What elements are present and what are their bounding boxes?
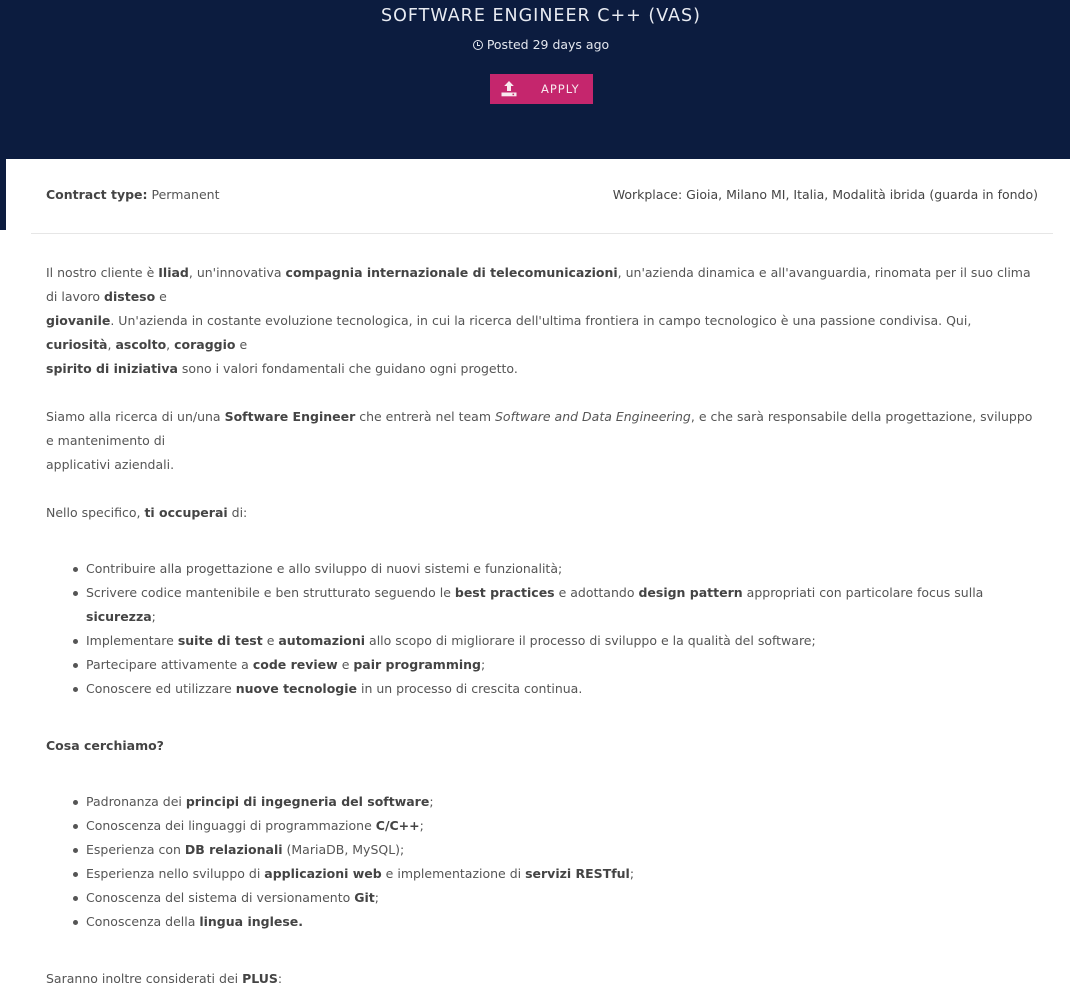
requirements-list — [46, 790, 1036, 934]
apply-button[interactable] — [490, 74, 593, 104]
list-item: Implementare suite di test e automazioni allo scopo di migliorare il processo di sviluppo e la qualità del software; — [46, 629, 1036, 653]
posted-date — [0, 37, 1082, 52]
list-item: Contribuire alla progettazione e allo sviluppo di nuovi sistemi e funzionalità; — [46, 557, 1036, 581]
intro-paragraph: Il nostro cliente è Iliad, un'innovativa compagnia internazionale di telecomunicazioni, un'azienda dinamica e all'avanguardia, rinomata per il suo clima di lavoro disteso e giovanile. Un'azienda in costante evoluzione tecnologica, in cui la ricerca dell'ultima frontiera in campo tecnologico è una passione condivisa. Qui, curiosità, ascolto, coraggio e spirito di iniziativa sono i valori fondamentali che guidano ogni progetto. — [46, 265, 1031, 376]
workplace: Workplace: Gioia, Milano MI, Italia, Modalità ibrida (guarda in fondo) — [612, 187, 1038, 202]
list-item: Partecipare attivamente a code review e pair programming; — [46, 653, 1036, 677]
role-paragraph: Siamo alla ricerca di un/una Software Engineer che entrerà nel team Software and Data Engineering, e che sarà responsabile della progettazione, sviluppo e mantenimento di applicativi aziendali. — [46, 409, 1033, 472]
duties-intro: Nello specifico, ti occuperai di: — [46, 505, 248, 520]
list-item: Conoscenza della lingua inglese. — [46, 910, 1036, 934]
clock-icon — [473, 40, 483, 50]
posted-text: Posted 29 days ago — [486, 37, 610, 52]
job-title: SOFTWARE ENGINEER C++ (VAS) — [381, 6, 701, 26]
apply-label: APPLY — [541, 82, 580, 96]
job-description — [46, 261, 1036, 991]
list-item: Scrivere codice mantenibile e ben strutturato seguendo le best practices e adottando design pattern appropriati con particolare focus sulla sicurezza; — [46, 581, 1036, 629]
requirements-heading: Cosa cerchiamo? — [46, 738, 164, 753]
list-item: Padronanza dei principi di ingegneria del software; — [46, 790, 1036, 814]
list-item: Esperienza nello sviluppo di applicazioni web e implementazione di servizi RESTful; — [46, 862, 1036, 886]
plus-paragraph: Saranno inoltre considerati dei PLUS: — [46, 971, 283, 986]
contract-type-label: Contract type: — [46, 187, 148, 202]
list-item: Conoscenza dei linguaggi di programmazione C/C++; — [46, 814, 1036, 838]
duties-list — [46, 557, 1036, 701]
list-item: Conoscere ed utilizzare nuove tecnologie in un processo di crescita continua. — [46, 677, 1036, 701]
contract-type — [46, 187, 220, 202]
upload-icon — [501, 80, 517, 97]
divider — [31, 233, 1053, 234]
contract-type-value: Permanent — [151, 187, 220, 202]
list-item: Esperienza con DB relazionali (MariaDB, MySQL); — [46, 838, 1036, 862]
job-details-card — [6, 159, 1070, 986]
list-item: Conoscenza del sistema di versionamento Git; — [46, 886, 1036, 910]
